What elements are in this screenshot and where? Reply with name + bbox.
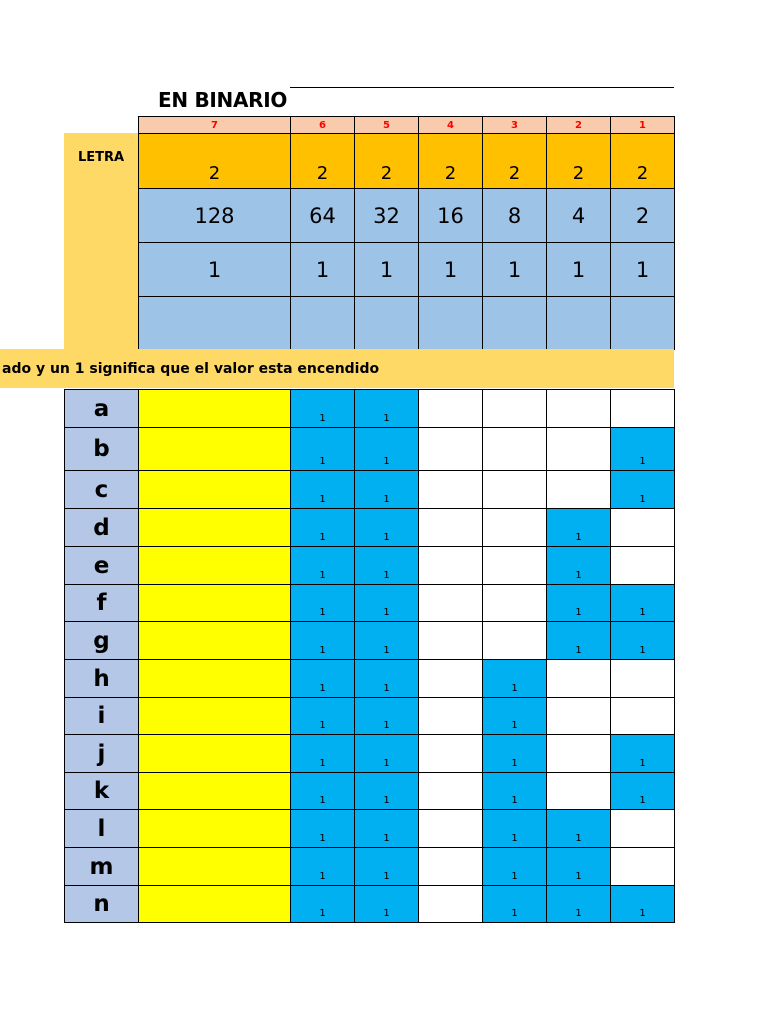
letter-cell: g (64, 621, 139, 660)
letter-cell: h (64, 659, 139, 698)
letter-cell: m (64, 847, 139, 886)
bit-cell[interactable] (610, 508, 675, 547)
input-cell[interactable] (138, 546, 291, 585)
bit-cell[interactable] (610, 847, 675, 886)
letter-cell: i (64, 697, 139, 735)
bit-cell[interactable] (418, 389, 483, 428)
value-cell: 2 (610, 188, 675, 243)
bit-cell[interactable] (610, 659, 675, 698)
bit-cell[interactable]: 1 (290, 584, 355, 622)
one-cell: 1 (418, 242, 483, 297)
input-cell[interactable] (138, 389, 291, 428)
bit-cell[interactable]: 1 (290, 734, 355, 773)
value-cell: 4 (546, 188, 611, 243)
input-cell[interactable] (138, 885, 291, 923)
value-cell: 32 (354, 188, 419, 243)
bit-cell[interactable]: 1 (546, 621, 611, 660)
position-cell: 1 (610, 116, 675, 134)
bit-cell[interactable]: 1 (290, 772, 355, 810)
bit-cell[interactable] (418, 427, 483, 471)
bit-cell[interactable]: 1 (482, 734, 547, 773)
base-cell: 2 (290, 133, 355, 189)
value-cell: 128 (138, 188, 291, 243)
bit-cell[interactable]: 1 (354, 809, 419, 848)
bit-cell[interactable]: 1 (482, 772, 547, 810)
input-cell[interactable] (138, 697, 291, 735)
bit-cell[interactable]: 1 (610, 427, 675, 471)
letter-cell: b (64, 427, 139, 471)
input-cell[interactable] (138, 809, 291, 848)
empty-cell (610, 296, 675, 350)
bit-cell[interactable]: 1 (546, 546, 611, 585)
bit-cell[interactable]: 1 (354, 546, 419, 585)
bit-cell[interactable]: 1 (546, 584, 611, 622)
position-cell: 4 (418, 116, 483, 134)
bit-cell[interactable] (418, 584, 483, 622)
bit-cell[interactable] (482, 584, 547, 622)
bit-cell[interactable]: 1 (354, 734, 419, 773)
bit-cell[interactable] (418, 885, 483, 923)
letter-cell: l (64, 809, 139, 848)
position-cell: 3 (482, 116, 547, 134)
bit-cell[interactable] (546, 427, 611, 471)
value-cell: 8 (482, 188, 547, 243)
position-cell: 2 (546, 116, 611, 134)
bit-cell[interactable]: 1 (354, 697, 419, 735)
input-cell[interactable] (138, 659, 291, 698)
bit-cell[interactable] (546, 659, 611, 698)
bit-cell[interactable] (418, 621, 483, 660)
letter-cell: n (64, 885, 139, 923)
input-cell[interactable] (138, 772, 291, 810)
bit-cell[interactable]: 1 (354, 470, 419, 509)
input-cell[interactable] (138, 621, 291, 660)
value-cell: 16 (418, 188, 483, 243)
bit-cell[interactable]: 1 (482, 809, 547, 848)
bit-cell[interactable]: 1 (354, 847, 419, 886)
input-cell[interactable] (138, 427, 291, 471)
empty-cell (482, 296, 547, 350)
input-cell[interactable] (138, 470, 291, 509)
bit-cell[interactable] (482, 470, 547, 509)
position-cell: 6 (290, 116, 355, 134)
input-cell[interactable] (138, 734, 291, 773)
bit-cell[interactable] (418, 470, 483, 509)
bit-cell[interactable] (418, 847, 483, 886)
bit-cell[interactable]: 1 (290, 847, 355, 886)
letter-cell: e (64, 546, 139, 585)
bit-cell[interactable] (418, 508, 483, 547)
letter-cell: d (64, 508, 139, 547)
base-cell: 2 (354, 133, 419, 189)
bit-cell[interactable] (610, 546, 675, 585)
bit-cell[interactable]: 1 (546, 809, 611, 848)
bit-cell[interactable] (546, 697, 611, 735)
one-cell: 1 (610, 242, 675, 297)
bit-cell[interactable]: 1 (354, 584, 419, 622)
empty-cell (354, 296, 419, 350)
bit-cell[interactable]: 1 (610, 621, 675, 660)
input-cell[interactable] (138, 508, 291, 547)
bit-cell[interactable] (418, 659, 483, 698)
bit-cell[interactable]: 1 (482, 659, 547, 698)
bit-cell[interactable] (482, 546, 547, 585)
empty-cell (138, 296, 291, 350)
bit-cell[interactable]: 1 (610, 885, 675, 923)
letra-label: LETRA (77, 150, 125, 165)
base-cell: 2 (138, 133, 291, 189)
bit-cell[interactable]: 1 (610, 584, 675, 622)
bit-cell[interactable]: 1 (354, 427, 419, 471)
bit-cell[interactable] (546, 772, 611, 810)
page-title: EN BINARIO (158, 88, 288, 112)
bit-cell[interactable] (482, 427, 547, 471)
letra-column-bg (64, 133, 138, 349)
letter-cell: j (64, 734, 139, 773)
one-cell: 1 (354, 242, 419, 297)
bit-cell[interactable] (546, 470, 611, 509)
input-cell[interactable] (138, 847, 291, 886)
position-cell: 7 (138, 116, 291, 134)
bit-cell[interactable]: 1 (290, 470, 355, 509)
bit-cell[interactable] (546, 389, 611, 428)
bit-cell[interactable] (418, 772, 483, 810)
one-cell: 1 (482, 242, 547, 297)
bit-cell[interactable]: 1 (290, 427, 355, 471)
bit-cell[interactable]: 1 (610, 470, 675, 509)
bit-cell[interactable]: 1 (290, 389, 355, 428)
instruction-note: ado y un 1 significa que el valor esta encendido (0, 349, 674, 388)
bit-cell[interactable]: 1 (546, 885, 611, 923)
base-cell: 2 (546, 133, 611, 189)
one-cell: 1 (546, 242, 611, 297)
bit-cell[interactable]: 1 (482, 697, 547, 735)
bit-cell[interactable] (610, 389, 675, 428)
bit-cell[interactable]: 1 (482, 847, 547, 886)
bit-cell[interactable]: 1 (354, 885, 419, 923)
bit-cell[interactable]: 1 (290, 659, 355, 698)
bit-cell[interactable]: 1 (290, 508, 355, 547)
base-cell: 2 (610, 133, 675, 189)
bit-cell[interactable]: 1 (290, 809, 355, 848)
bit-cell[interactable]: 1 (290, 697, 355, 735)
one-cell: 1 (290, 242, 355, 297)
bit-cell[interactable] (418, 809, 483, 848)
value-cell: 64 (290, 188, 355, 243)
bit-cell[interactable]: 1 (354, 621, 419, 660)
bit-cell[interactable]: 1 (354, 659, 419, 698)
base-cell: 2 (482, 133, 547, 189)
bit-cell[interactable]: 1 (290, 621, 355, 660)
bit-cell[interactable] (482, 508, 547, 547)
bit-cell[interactable] (610, 697, 675, 735)
letter-cell: f (64, 584, 139, 622)
bit-cell[interactable]: 1 (290, 546, 355, 585)
bit-cell[interactable] (418, 697, 483, 735)
letter-cell: a (64, 389, 139, 428)
bit-cell[interactable]: 1 (354, 508, 419, 547)
letter-cell: c (64, 470, 139, 509)
bit-cell[interactable]: 1 (482, 885, 547, 923)
bit-cell[interactable] (418, 546, 483, 585)
bit-cell[interactable]: 1 (610, 734, 675, 773)
top-divider (290, 87, 674, 88)
bit-cell[interactable] (610, 809, 675, 848)
bit-cell[interactable] (546, 734, 611, 773)
empty-cell (418, 296, 483, 350)
empty-cell (290, 296, 355, 350)
position-cell: 5 (354, 116, 419, 134)
bit-cell[interactable]: 1 (546, 508, 611, 547)
bit-cell[interactable] (482, 389, 547, 428)
bit-cell[interactable]: 1 (546, 847, 611, 886)
bit-cell[interactable]: 1 (354, 772, 419, 810)
bit-cell[interactable] (418, 734, 483, 773)
bit-cell[interactable] (482, 621, 547, 660)
one-cell: 1 (138, 242, 291, 297)
base-cell: 2 (418, 133, 483, 189)
input-cell[interactable] (138, 584, 291, 622)
bit-cell[interactable]: 1 (354, 389, 419, 428)
empty-cell (546, 296, 611, 350)
bit-cell[interactable]: 1 (610, 772, 675, 810)
letter-cell: k (64, 772, 139, 810)
bit-cell[interactable]: 1 (290, 885, 355, 923)
